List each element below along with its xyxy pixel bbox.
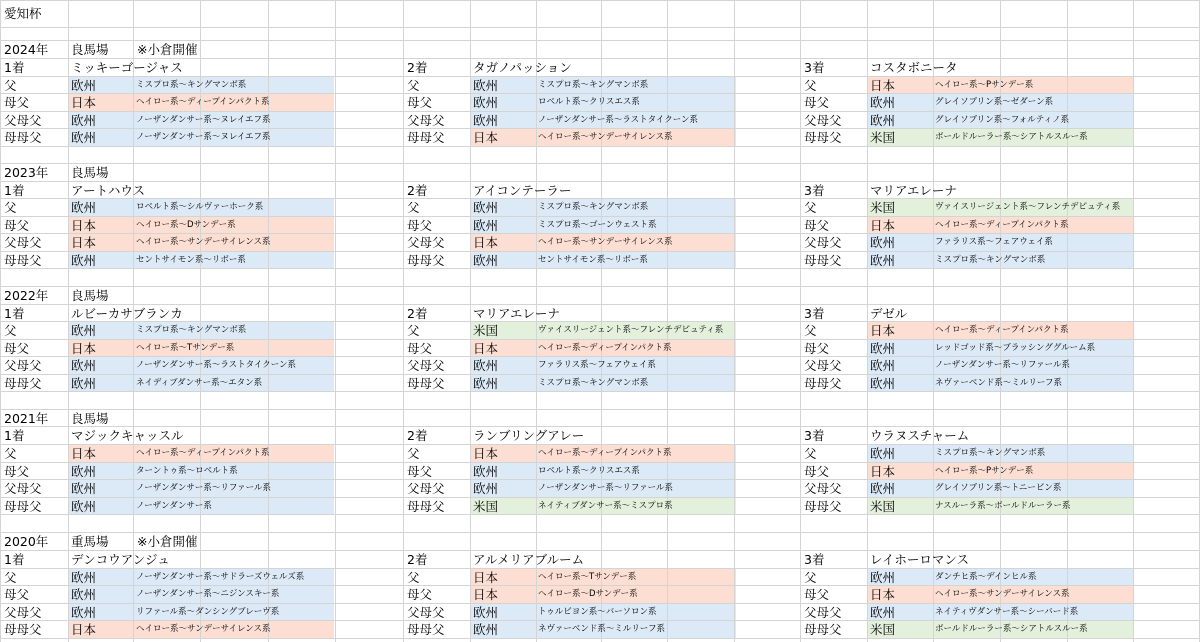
placing-label[interactable]: 2着 [407,428,428,443]
pedigree-role-label[interactable]: 父 [407,200,420,215]
horse-name[interactable]: マリアエレーナ [473,306,560,321]
gridline-horizontal [0,146,1200,147]
sire-line-cell[interactable]: ミスプロ系～キングマンボ系 [538,378,649,388]
pedigree-role-label[interactable]: 母父 [407,341,433,356]
region-cell[interactable]: 日本 [870,218,896,233]
placing-label[interactable]: 1着 [4,60,25,75]
venue-note[interactable]: ※小倉開催 [137,42,198,57]
region-cell[interactable]: 欧州 [71,130,97,145]
sire-line-cell[interactable]: ヘイロー系～ディープインパクト系 [538,448,672,458]
horse-name[interactable]: デンコウアンジュ [71,552,170,567]
track-condition[interactable]: 良馬場 [71,411,109,426]
horse-name[interactable]: アイコンテーラー [473,183,572,198]
sire-line-cell[interactable]: ノーザンダンサー系～リファール系 [136,483,271,493]
sire-line-cell[interactable]: ネイティヴダンサー系～シーバード系 [935,607,1079,617]
sire-line-cell[interactable]: ミスプロ系～キングマンボ系 [136,325,247,335]
track-condition[interactable]: 良馬場 [71,165,109,180]
sire-line-cell[interactable]: ミスプロ系～ゴーンウェスト系 [538,220,657,230]
sire-line-cell[interactable]: ネヴァーベンド系～ミルリーフ系 [538,624,665,634]
region-cell[interactable]: 欧州 [71,587,97,602]
region-cell[interactable]: 日本 [71,95,97,110]
region-cell[interactable]: 日本 [473,587,499,602]
sire-line-cell[interactable]: ロベルト系～シルヴァーホーク系 [136,202,264,212]
region-cell[interactable]: 日本 [71,622,97,637]
pedigree-role-label[interactable]: 父 [4,323,17,338]
sire-line-cell[interactable]: ノーザンダンサー系～ラストタイクーン系 [538,115,699,125]
pedigree-role-label[interactable]: 父母父 [804,358,842,373]
track-condition[interactable]: 良馬場 [71,42,109,57]
pedigree-role-label[interactable]: 母父 [407,464,433,479]
region-cell[interactable]: 欧州 [870,570,896,585]
region-cell[interactable]: 欧州 [473,605,499,620]
region-cell[interactable]: 日本 [473,341,499,356]
sire-line-cell[interactable]: ダンチヒ系～デインヒル系 [935,572,1037,582]
pedigree-role-label[interactable]: 母母父 [804,622,842,637]
pedigree-role-label[interactable]: 母父 [804,341,830,356]
region-cell[interactable]: 欧州 [473,622,499,637]
sire-line-cell[interactable]: ノーザンダンサー系～サドラーズウェルズ系 [136,572,305,582]
gridline-horizontal [0,409,1200,410]
horse-name[interactable]: タガノパッション [473,60,572,75]
region-cell[interactable]: 日本 [71,235,97,250]
pedigree-role-label[interactable]: 父 [407,570,420,585]
region-cell[interactable]: 欧州 [473,376,499,391]
year-label[interactable]: 2024年 [4,42,49,57]
sire-line-cell[interactable]: ヘイロー系～Dサンデー系 [136,220,236,230]
pedigree-role-label[interactable]: 父母父 [407,605,445,620]
placing-label[interactable]: 3着 [804,552,825,567]
year-label[interactable]: 2022年 [4,288,49,303]
pedigree-role-label[interactable]: 父母父 [4,481,42,496]
gridline-horizontal [0,181,1200,182]
region-cell[interactable]: 欧州 [870,376,896,391]
sire-line-cell[interactable]: ヘイロー系～ディープインパクト系 [538,343,672,353]
pedigree-role-label[interactable]: 父母父 [407,113,445,128]
region-cell[interactable]: 日本 [870,464,896,479]
region-cell[interactable]: 日本 [870,587,896,602]
sire-line-cell[interactable]: ロベルト系～クリスエス系 [538,97,640,107]
sire-line-cell[interactable]: ヘイロー系～ディープインパクト系 [136,448,270,458]
pedigree-role-label[interactable]: 父 [407,323,420,338]
horse-name[interactable]: マリアエレーナ [870,183,957,198]
pedigree-role-label[interactable]: 母父 [407,95,433,110]
region-cell[interactable]: 欧州 [473,481,499,496]
sire-line-cell[interactable]: ボールドルーラー系～シアトルスルー系 [935,132,1088,142]
pedigree-role-label[interactable]: 父 [804,446,817,461]
sire-line-cell[interactable]: ノーザンダンサー系～ニジンスキー系 [136,589,280,599]
region-cell[interactable]: 欧州 [473,95,499,110]
region-cell[interactable]: 欧州 [473,113,499,128]
track-condition[interactable]: 良馬場 [71,288,109,303]
region-cell[interactable]: 欧州 [870,253,896,268]
region-cell[interactable]: 欧州 [870,95,896,110]
pedigree-role-label[interactable]: 母母父 [4,130,42,145]
pedigree-role-label[interactable]: 母父 [4,341,30,356]
region-cell[interactable]: 欧州 [473,200,499,215]
region-cell[interactable]: 欧州 [473,218,499,233]
region-cell[interactable]: 欧州 [71,464,97,479]
gridline-horizontal [0,286,1200,287]
sire-line-cell[interactable]: ネイディブダンサー系～エタン系 [136,378,263,388]
horse-name[interactable]: ルビーカサブランカ [71,306,183,321]
sire-line-cell[interactable]: ナスルーラ系～ボールドルーラー系 [935,501,1071,511]
placing-label[interactable]: 2着 [407,60,428,75]
sire-line-cell[interactable]: ヘイロー系～ディープインパクト系 [136,97,270,107]
sheet-title[interactable]: 愛知杯 [4,6,42,21]
sire-line-cell[interactable]: ヘイロー系～ディープインパクト系 [935,220,1069,230]
pedigree-role-label[interactable]: 母母父 [4,499,42,514]
region-cell[interactable]: 欧州 [71,78,97,93]
placing-label[interactable]: 3着 [804,306,825,321]
region-cell[interactable]: 日本 [473,235,499,250]
placing-label[interactable]: 1着 [4,183,25,198]
sire-line-cell[interactable]: ミスプロ系～キングマンボ系 [935,448,1046,458]
pedigree-role-label[interactable]: 母母父 [407,499,445,514]
sire-line-cell[interactable]: ミスプロ系～キングマンボ系 [538,80,649,90]
sire-line-cell[interactable]: レッドゴッド系～ブラッシンググルーム系 [935,343,1096,353]
sire-line-cell[interactable]: ノーザンダンサー系～リファール系 [935,360,1070,370]
sire-line-cell[interactable]: ヘイロー系～Tサンデー系 [136,343,235,353]
region-cell[interactable]: 欧州 [473,78,499,93]
horse-name[interactable]: ミッキーゴージャス [71,60,183,75]
sire-line-cell[interactable]: ヘイロー系～Pサンデー系 [935,466,1034,476]
pedigree-role-label[interactable]: 母父 [407,587,433,602]
pedigree-role-label[interactable]: 母母父 [407,130,445,145]
region-cell[interactable]: 欧州 [870,341,896,356]
pedigree-role-label[interactable]: 母父 [804,95,830,110]
pedigree-role-label[interactable]: 母母父 [407,376,445,391]
pedigree-role-label[interactable]: 父 [804,323,817,338]
pedigree-role-label[interactable]: 父母父 [4,358,42,373]
sire-line-cell[interactable]: ファラリス系～フェアウェイ系 [538,360,656,370]
region-cell[interactable]: 欧州 [71,323,97,338]
pedigree-role-label[interactable]: 母父 [407,218,433,233]
region-cell[interactable]: 欧州 [870,113,896,128]
pedigree-role-label[interactable]: 父 [407,78,420,93]
pedigree-role-label[interactable]: 父母父 [804,605,842,620]
pedigree-role-label[interactable]: 母父 [804,464,830,479]
placing-label[interactable]: 3着 [804,428,825,443]
region-cell[interactable]: 欧州 [71,253,97,268]
sire-line-cell[interactable]: セントサイモン系～リボー系 [136,255,246,265]
region-cell[interactable]: 欧州 [71,605,97,620]
sire-line-cell[interactable]: ヘイロー系～Tサンデー系 [538,572,637,582]
horse-name[interactable]: アルメリアブルーム [473,552,585,567]
sire-line-cell[interactable]: ノーザンダンサー系 [136,501,212,511]
sire-line-cell[interactable]: ファラリス系～フェアウェイ系 [935,237,1053,247]
sire-line-cell[interactable]: ロベルト系～クリスエス系 [538,466,640,476]
horse-name[interactable]: ランブリングアレー [473,428,585,443]
sire-line-cell[interactable]: グレイソブリン系～フォルティノ系 [935,115,1070,125]
region-cell[interactable]: 欧州 [71,358,97,373]
region-cell[interactable]: 欧州 [473,464,499,479]
horse-name[interactable]: ウラヌスチャーム [870,428,970,443]
region-cell[interactable]: 欧州 [71,200,97,215]
placing-label[interactable]: 1着 [4,306,25,321]
pedigree-role-label[interactable]: 父母父 [407,235,445,250]
region-cell[interactable]: 欧州 [870,605,896,620]
pedigree-role-label[interactable]: 母父 [804,587,830,602]
pedigree-role-label[interactable]: 父 [4,200,17,215]
region-cell[interactable]: 欧州 [473,253,499,268]
region-cell[interactable]: 欧州 [71,570,97,585]
sire-line-cell[interactable]: ミスプロ系～キングマンボ系 [538,202,649,212]
pedigree-role-label[interactable]: 父 [4,446,17,461]
pedigree-role-label[interactable]: 母父 [4,464,30,479]
region-cell[interactable]: 日本 [870,78,896,93]
sire-line-cell[interactable]: ネヴァーベンド系～ミルリーフ系 [935,378,1062,388]
placing-label[interactable]: 1着 [4,552,25,567]
sire-line-cell[interactable]: ノーザンダンサー系～リファール系 [538,483,673,493]
horse-name[interactable]: レイホーロマンス [870,552,970,567]
sire-line-cell[interactable]: ヘイロー系～サンデーサイレンス系 [136,237,271,247]
sire-line-cell[interactable]: ヘイロー系～Pサンデー系 [935,80,1034,90]
gridline-horizontal [0,0,1200,1]
region-cell[interactable]: 米国 [473,323,499,338]
sire-line-cell[interactable]: トゥルビヨン系～バーソロン系 [538,607,657,617]
region-cell[interactable]: 日本 [473,570,499,585]
track-condition[interactable]: 重馬場 [71,534,109,549]
region-cell[interactable]: 欧州 [71,113,97,128]
pedigree-role-label[interactable]: 母母父 [4,376,42,391]
pedigree-role-label[interactable]: 母母父 [804,130,842,145]
sire-line-cell[interactable]: ヘイロー系～サンデーサイレンス系 [538,237,673,247]
pedigree-role-label[interactable]: 父母父 [4,113,42,128]
pedigree-role-label[interactable]: 母母父 [407,253,445,268]
placing-label[interactable]: 2着 [407,183,428,198]
horse-name[interactable]: マジックキャッスル [71,428,184,443]
sire-line-cell[interactable]: ヘイロー系～サンデーサイレンス系 [136,624,271,634]
region-cell[interactable]: 欧州 [870,235,896,250]
region-cell[interactable]: 日本 [71,446,97,461]
region-cell[interactable]: 日本 [473,446,499,461]
region-cell[interactable]: 米国 [870,499,896,514]
pedigree-role-label[interactable]: 母母父 [804,499,842,514]
sire-line-cell[interactable]: ノーザンダンサー系～ラストタイクーン系 [136,360,297,370]
sire-line-cell[interactable]: ノーザンダンサー系～ヌレイエフ系 [136,132,271,142]
sire-line-cell[interactable]: ヘイロー系～サンデーサイレンス系 [538,132,673,142]
sire-line-cell[interactable]: ヴァイスリージェント系～フレンチデピュティ系 [935,202,1121,212]
horse-name[interactable]: コスタボニータ [870,60,958,75]
sire-line-cell[interactable]: ノーザンダンサー系～ヌレイエフ系 [136,115,271,125]
sire-line-cell[interactable]: ミスプロ系～キングマンボ系 [935,255,1046,265]
pedigree-role-label[interactable]: 母母父 [4,622,42,637]
sire-line-cell[interactable]: ヘイロー系～Dサンデー系 [538,589,638,599]
pedigree-role-label[interactable]: 母父 [4,218,30,233]
year-label[interactable]: 2020年 [4,534,49,549]
pedigree-role-label[interactable]: 父 [4,78,17,93]
pedigree-role-label[interactable]: 父母父 [4,605,42,620]
region-cell[interactable]: 日本 [71,218,97,233]
region-cell[interactable]: 米国 [870,622,896,637]
placing-label[interactable]: 3着 [804,183,825,198]
year-label[interactable]: 2021年 [4,411,49,426]
pedigree-role-label[interactable]: 父 [804,78,817,93]
gridline-horizontal [0,638,1200,639]
region-cell[interactable]: 欧州 [473,358,499,373]
horse-name[interactable]: アートハウス [71,183,146,198]
pedigree-role-label[interactable]: 母母父 [804,253,842,268]
sire-line-cell[interactable]: グレイソブリン系～トニービン系 [935,483,1062,493]
pedigree-role-label[interactable]: 父母父 [407,481,445,496]
region-cell[interactable]: 欧州 [71,499,97,514]
region-cell[interactable]: 米国 [870,130,896,145]
year-label[interactable]: 2023年 [4,165,49,180]
sire-line-cell[interactable]: ミスプロ系～キングマンボ系 [136,80,247,90]
pedigree-role-label[interactable]: 母父 [4,95,30,110]
region-cell[interactable]: 米国 [473,499,499,514]
region-cell[interactable]: 欧州 [870,446,896,461]
region-cell[interactable]: 欧州 [870,481,896,496]
venue-note[interactable]: ※小倉開催 [137,534,198,549]
pedigree-role-label[interactable]: 父母父 [407,358,445,373]
pedigree-role-label[interactable]: 父母父 [804,481,842,496]
pedigree-role-label[interactable]: 父母父 [804,113,842,128]
pedigree-role-label[interactable]: 母母父 [804,376,842,391]
gridline-horizontal [0,163,1200,164]
gridline-horizontal [0,27,1200,28]
horse-name[interactable]: デゼル [870,306,908,321]
pedigree-role-label[interactable]: 母父 [804,218,830,233]
pedigree-role-label[interactable]: 母母父 [407,622,445,637]
sire-line-cell[interactable]: ヘイロー系～ディープインパクト系 [935,325,1069,335]
sire-line-cell[interactable]: ヴァイスリージェント系～フレンチデピュティ系 [538,325,724,335]
placing-label[interactable]: 2着 [407,306,428,321]
region-cell[interactable]: 日本 [71,341,97,356]
pedigree-role-label[interactable]: 母父 [4,587,30,602]
region-cell[interactable]: 日本 [473,130,499,145]
sire-line-cell[interactable]: リファール系～ダンシングブレーヴ系 [136,607,280,617]
region-cell[interactable]: 欧州 [71,376,97,391]
sire-line-cell[interactable]: ヘイロー系～サンデーサイレンス系 [935,589,1070,599]
region-cell[interactable]: 日本 [870,323,896,338]
pedigree-role-label[interactable]: 父 [407,446,420,461]
placing-label[interactable]: 2着 [407,552,428,567]
region-cell[interactable]: 欧州 [870,358,896,373]
region-cell[interactable]: 欧州 [71,481,97,496]
sire-line-cell[interactable]: ネイティブダンサー系～ミスプロ系 [538,501,673,511]
sire-line-cell[interactable]: ターントゥ系～ロベルト系 [136,466,238,476]
pedigree-role-label[interactable]: 父母父 [4,235,42,250]
pedigree-role-label[interactable]: 母母父 [4,253,42,268]
gridline-horizontal [0,550,1200,551]
pedigree-role-label[interactable]: 父 [804,570,817,585]
pedigree-role-label[interactable]: 父 [804,200,817,215]
placing-label[interactable]: 1着 [4,428,25,443]
region-cell[interactable]: 米国 [870,200,896,215]
placing-label[interactable]: 3着 [804,60,825,75]
pedigree-role-label[interactable]: 父 [4,570,17,585]
sire-line-cell[interactable]: グレイソブリン系～ゼダーン系 [935,97,1054,107]
pedigree-role-label[interactable]: 父母父 [804,235,842,250]
sire-line-cell[interactable]: セントサイモン系～リボー系 [538,255,648,265]
sire-line-cell[interactable]: ボールドルーラー系～シアトルスルー系 [935,624,1088,634]
